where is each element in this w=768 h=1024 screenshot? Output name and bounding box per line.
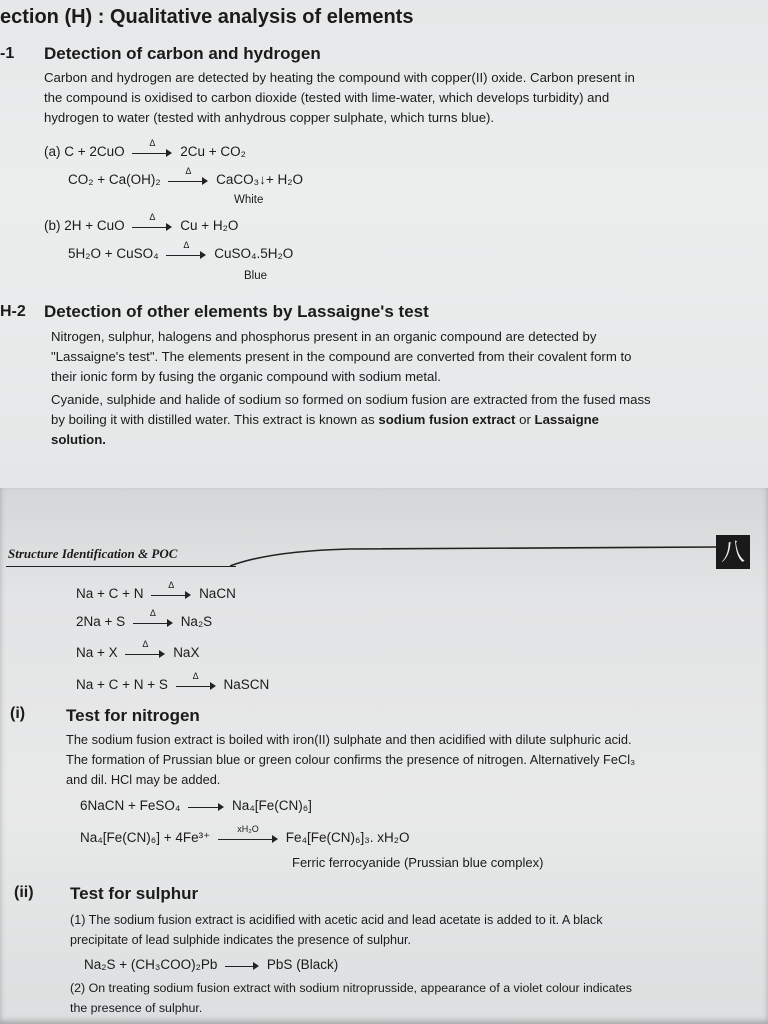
subsection-title: Detection of other elements by Lassaigne's test [44,302,429,321]
subsection-number: -1 [0,45,15,62]
section-title: ection (H) : Qualitative analysis of elements [0,6,414,28]
paragraph-line: Nitrogen, sulphur, halogens and phosphorus present in an organic compound are detected by [51,329,597,344]
sulphur-equation: Na₂S + (CH₃COO)₂Pb PbS (Black) [84,957,339,972]
test-title: Test for nitrogen [66,706,200,725]
reaction-arrow-icon [188,801,224,811]
equation-rhs: CuSO₄.5H₂O [214,246,294,261]
fusion-equation: Na + X Δ NaX [76,639,200,660]
page-header-title: Structure Identification & POC [8,546,178,561]
heat-arrow-icon: Δ [132,147,172,157]
complex-name: Ferric ferrocyanide (Prussian blue complex) [292,855,544,870]
nitrogen-equation-1: 6NaCN + FeSO₄ Na₄[Fe(CN)₆] [80,798,312,813]
key-term: sodium fusion extract [378,412,516,427]
h2-paragraph-1 [51,327,766,387]
sulphur-paragraph-1 [70,910,760,950]
test-number: (ii) [14,884,34,901]
header-swoosh [230,545,720,569]
subsection-number: H-2 [0,303,26,320]
equation-label: (b) [44,218,61,233]
equation-lhs: C + 2CuO [64,144,125,159]
paragraph-line: The formation of Prussian blue or green colour confirms the presence of nitrogen. Alternatively FeCl₃ [66,752,636,767]
equation-a1 [44,138,246,159]
paragraph-line: (1) The sodium fusion extract is acidified with acetic acid and lead acetate is added to it. A black [70,913,603,927]
paragraph-line: precipitate of lead sulphide indicates the presence of sulphur. [70,933,411,947]
equation-rhs: 2Cu + CO₂ [180,144,246,159]
heat-arrow-icon: Δ [125,648,165,658]
chapter-logo-icon: 八 [716,535,750,569]
h2-paragraph-2 [51,390,766,450]
h1-paragraph [44,68,764,128]
paragraph-line: hydrogen to water (tested with anhydrous copper sulphate, which turns blue). [44,110,495,125]
colour-note: Blue [244,270,268,282]
top-page [0,0,768,488]
heat-arrow-icon: Δ [176,680,216,690]
paragraph-line: "Lassaigne's test". The elements present in the compound are converted from their covalent form to [51,349,632,364]
heat-arrow-icon: Δ [168,175,208,185]
paragraph-line: Carbon and hydrogen are detected by heating the compound with copper(II) oxide. Carbon present in [44,70,635,85]
equation-a2 [68,166,304,187]
paragraph-line: by boiling it with distilled water. This extract is known as sodium fusion extract or Lassaigne [51,412,600,427]
heat-arrow-icon: Δ [132,221,172,231]
reaction-arrow-icon: xH₂O [218,833,278,843]
equation-lhs: 5H₂O + CuSO₄ [68,246,159,261]
precipitate-note: White [234,194,264,206]
header-rule [6,566,236,567]
equation-lhs: 2H + CuO [64,218,125,233]
paragraph-line: the compound is oxidised to carbon dioxide (tested with lime-water, which develops turbidity) and [44,90,610,105]
equation-b2 [68,240,294,261]
test-number: (i) [10,705,26,722]
paragraph-line: and dil. HCl may be added. [66,772,221,787]
reaction-arrow-icon [225,960,259,970]
key-term: Lassaigne [534,412,600,427]
equation-b1 [44,212,239,233]
fusion-equation: 2Na + S Δ Na₂S [76,608,213,629]
equation-label: (a) [44,144,61,159]
equation-rhs: Cu + H₂O [180,218,239,233]
equation-rhs: CaCO₃↓+ H₂O [216,172,304,187]
heat-arrow-icon: Δ [133,617,173,627]
paragraph-line: The sodium fusion extract is boiled with iron(II) sulphate and then acidified with dilute sulphuric acid. [66,732,632,747]
test-title: Test for sulphur [70,884,199,903]
paragraph-line: their ionic form by fusing the organic compound with sodium metal. [51,369,441,384]
equation-lhs: CO₂ + Ca(OH)₂ [68,172,161,187]
nitrogen-paragraph [66,730,766,790]
paragraph-line: Cyanide, sulphide and halide of sodium so formed on sodium fusion are extracted from the fused mass [51,392,651,407]
fusion-equation: Na + C + N + S Δ NaSCN [76,671,270,692]
subsection-title: Detection of carbon and hydrogen [44,44,321,63]
heat-arrow-icon: Δ [151,589,191,599]
fusion-equation: Na + C + N Δ NaCN [76,580,236,601]
nitrogen-equation-2: Na₄[Fe(CN)₆] + 4Fe³⁺ xH₂O Fe₄[Fe(CN)₆]₃. xH₂O [80,824,410,845]
sulphur-paragraph-2 [70,978,760,1018]
paragraph-line: the presence of sulphur. [70,1001,203,1015]
paragraph-line: (2) On treating sodium fusion extract with sodium nitroprusside, appearance of a violet colour indicates [70,981,632,995]
key-term: solution. [51,432,106,447]
heat-arrow-icon: Δ [166,249,206,259]
